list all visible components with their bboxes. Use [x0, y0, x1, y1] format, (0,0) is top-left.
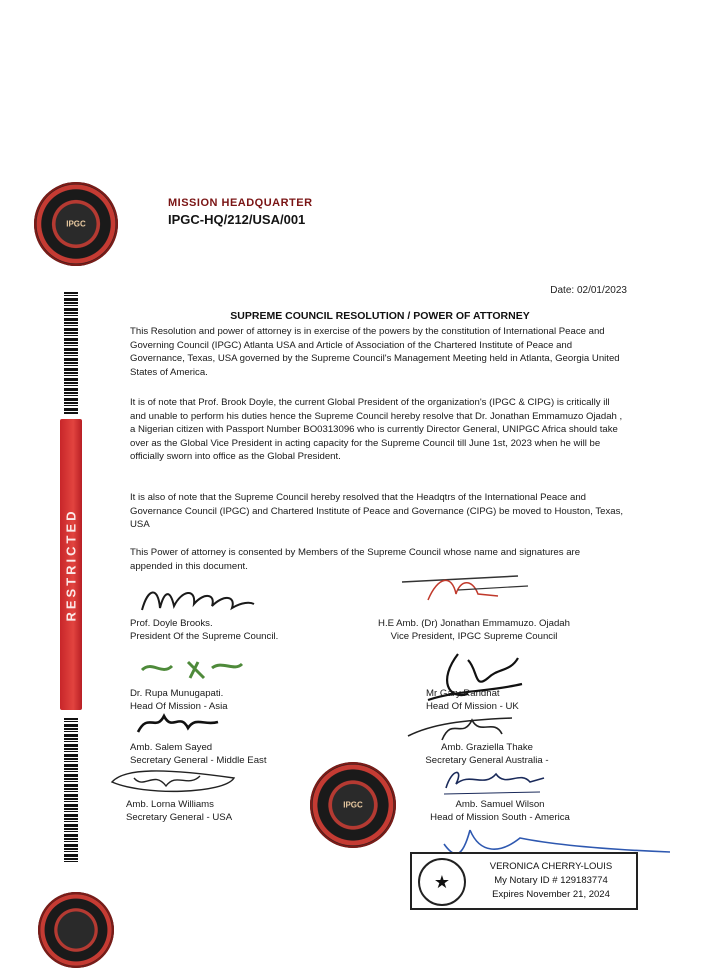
signatory-role: Head Of Mission - Asia — [130, 701, 228, 712]
signature-ojadah — [398, 570, 538, 606]
barcode-top — [64, 292, 78, 414]
signatory-name: Amb. Graziella Thake — [440, 742, 534, 753]
paragraph-1: This Resolution and power of attorney is in exercise of the powers by the constitution of International Peace and Governing Council (IPGC) Atlanta USA and Article of Association of the Chartered Institute of Peace and Governance, Texas, USA governed by the Supreme Council's Management Meeting held in Atlanta, Georgia United States of America. — [130, 326, 620, 378]
stamp-label: IPGC — [343, 800, 363, 810]
notary-details — [472, 860, 630, 902]
notary-id: My Notary ID # 129183774 — [494, 875, 608, 886]
signatory-role: Vice President, IPGC Supreme Council — [390, 631, 558, 642]
notary-expires: Expires November 21, 2024 — [492, 889, 610, 900]
paragraph-4: This Power of attorney is consented by Members of the Supreme Council whose name and signatures are appended in this document. — [130, 547, 581, 572]
signatory-name: Amb. Samuel Wilson — [455, 799, 545, 810]
signatory-randhat — [426, 687, 519, 713]
notary-name: VERONICA CHERRY-LOUIS — [489, 861, 613, 872]
signatory-name: H.E Amb. (Dr) Jonathan Emmamuzo. Ojadah — [378, 618, 570, 629]
seal-label: IPGC — [66, 219, 86, 229]
signatory-name: Amb. Lorna Williams — [126, 799, 214, 810]
document-date: Date: 02/01/2023 — [550, 285, 627, 296]
signatory-name: Prof. Doyle Brooks. — [130, 618, 213, 629]
signatory-role: Secretary General Australia - — [425, 755, 549, 766]
signature-munugapati — [138, 656, 248, 684]
paragraph-3: It is also of note that the Supreme Council hereby resolved that the Headqtrs of the International Peace and Governance Council (IPGC) and Chartered Institute of Peace and Governance (CIPG) be moved to Houston, Texas, USA — [130, 492, 624, 531]
signatory-munugapati — [130, 687, 228, 713]
signatory-name: Dr. Rupa Munugapati. — [130, 688, 224, 699]
signatory-role: Head Of Mission - UK — [426, 701, 519, 712]
signature-wilson — [440, 764, 550, 798]
signatory-role: Head of Mission South - America — [430, 812, 570, 823]
paragraph-2: It is of note that Prof. Brook Doyle, the current Global President of the organization's (IPGC & CIPG) is critically ill and unable to perform his duties hence the Supreme Council hereby resolve that Dr. Jonathan Emmamuzo Ojadah , a Nigerian citizen with Passport Number BO0313096 who is currently Director General, UNIPGC Africa should take over as the Global Vice President in acting capacity for the Supreme Council till June 1st, 2023 when he will be officially sworn into office as the Global President. — [130, 397, 623, 463]
mission-headquarter-label: MISSION HEADQUARTER — [168, 197, 313, 209]
signatory-thake — [402, 741, 572, 767]
reference-number: IPGC-HQ/212/USA/001 — [168, 212, 306, 227]
signatory-role: Secretary General - Middle East — [130, 755, 267, 766]
barcode-bottom — [64, 718, 78, 863]
signatory-ojadah — [352, 617, 596, 643]
signature-brooks — [138, 582, 258, 618]
signatory-name: Mr Gary Randhat — [426, 688, 500, 699]
restricted-label: RESTRICTED — [63, 507, 79, 622]
document-title: SUPREME COUNCIL RESOLUTION / POWER OF ATTORNEY — [230, 310, 530, 322]
signatory-wilson — [410, 798, 590, 824]
signatory-williams — [126, 798, 232, 824]
signatory-role: Secretary General - USA — [126, 812, 233, 823]
restricted-bar — [60, 419, 82, 710]
notary-seal-icon: ★ — [418, 858, 466, 906]
signatory-brooks — [130, 617, 278, 643]
signatory-role: President Of the Supreme Council. — [130, 631, 279, 642]
signatory-sayed — [130, 741, 267, 767]
ipgc-seal-top — [34, 182, 118, 266]
signatory-name: Amb. Salem Sayed — [130, 742, 213, 753]
notary-stamp — [410, 852, 638, 910]
signature-williams — [104, 764, 244, 800]
ipgc-seal-bottom — [38, 892, 114, 968]
ipgc-stamp-center — [310, 762, 396, 848]
